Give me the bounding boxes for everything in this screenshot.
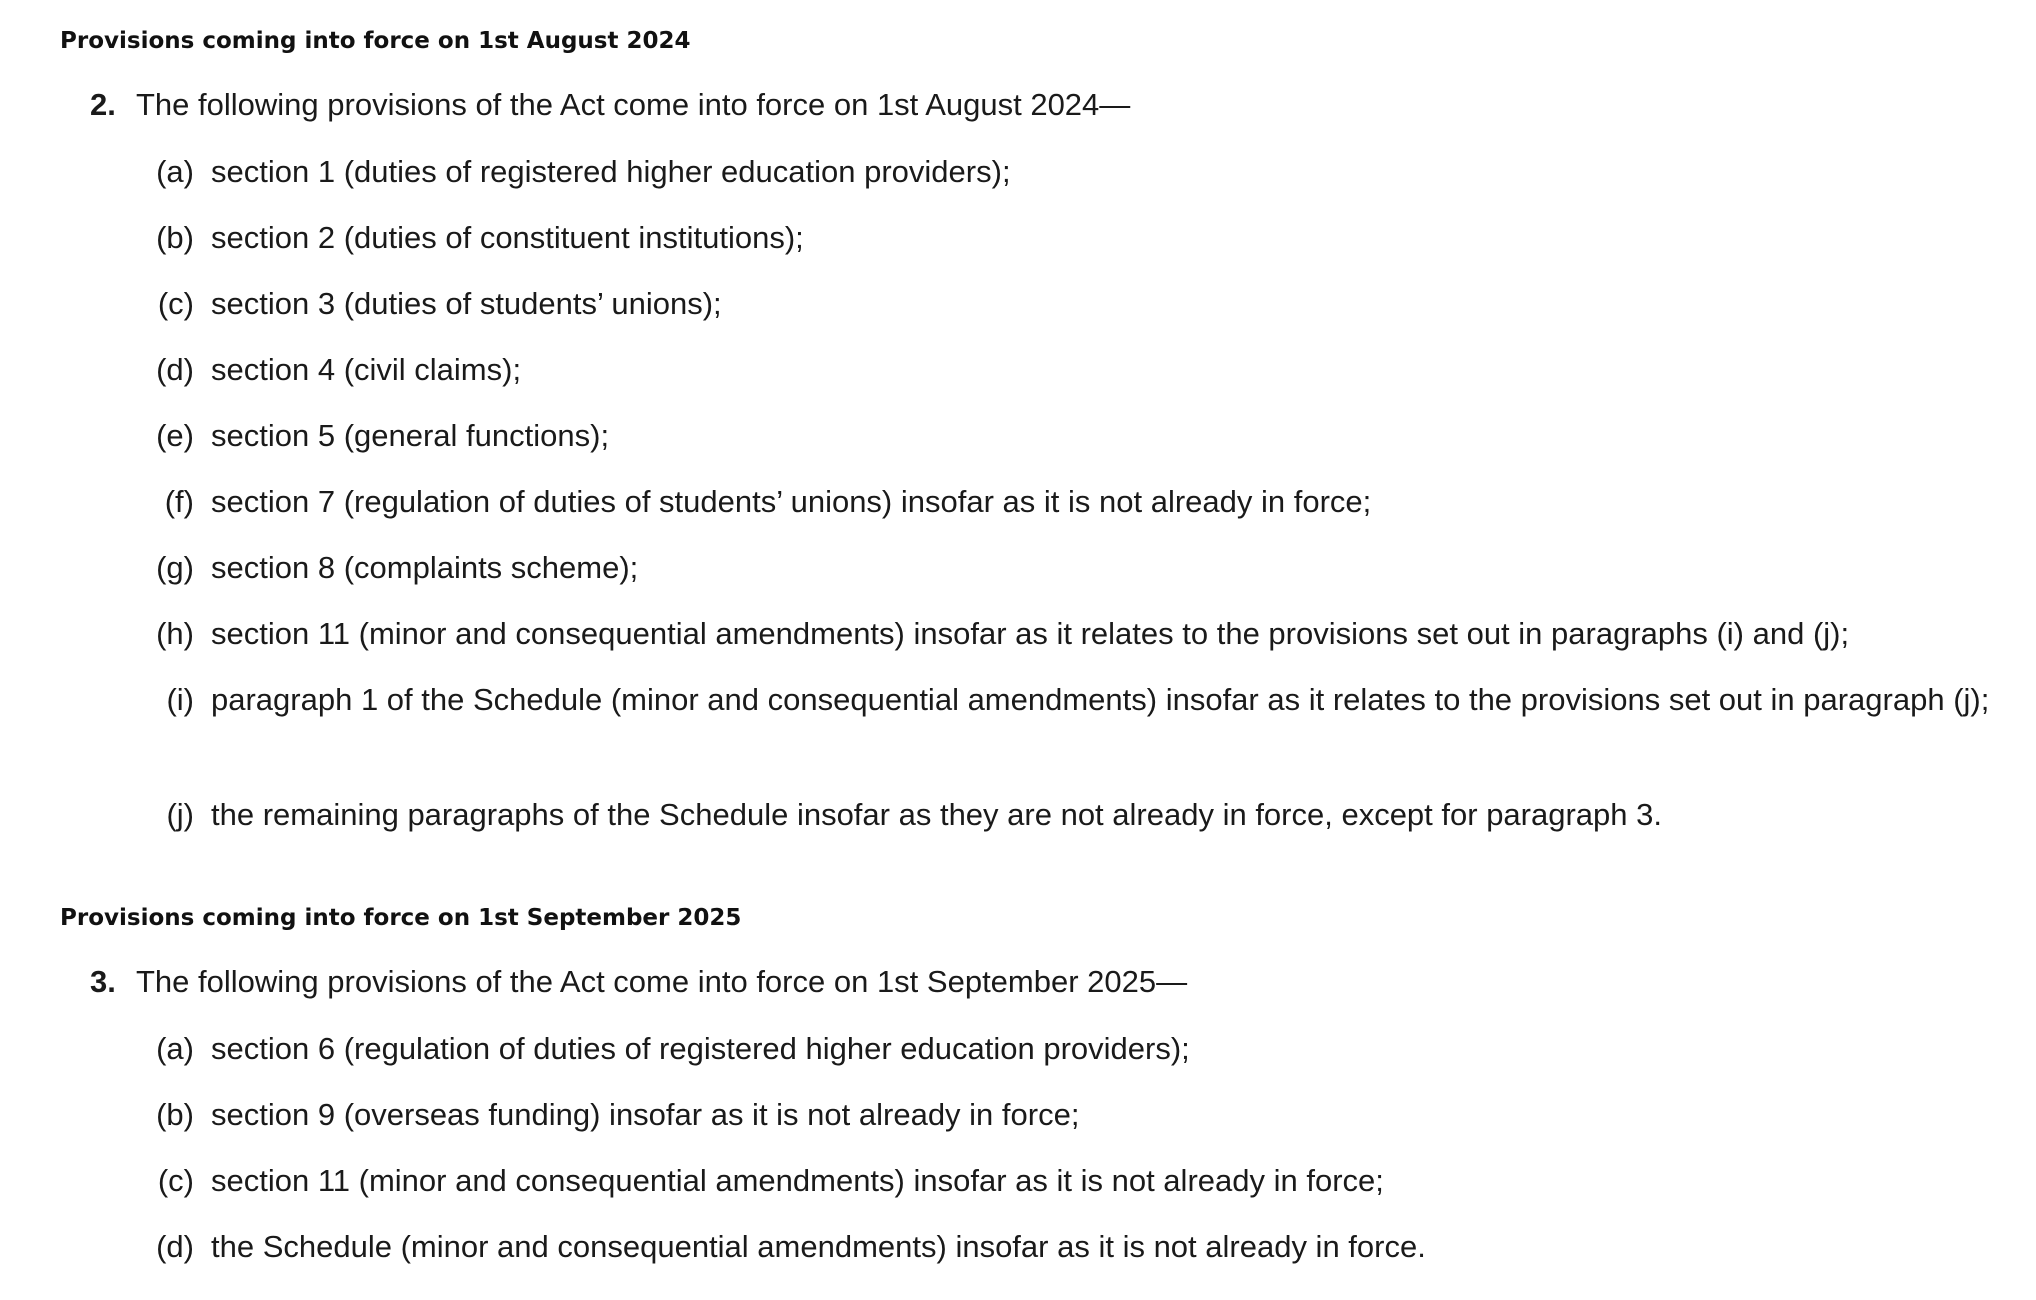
item-label: (j) (166, 797, 194, 832)
item-label: (a) (156, 154, 194, 189)
item-label: (b) (156, 1097, 194, 1132)
item-label: (e) (156, 418, 194, 453)
item-text: section 6 (regulation of duties of registered higher education providers); (211, 1031, 1190, 1066)
item-label: (c) (157, 286, 194, 321)
list-item (148, 790, 1990, 839)
item-text: section 11 (minor and consequential amendments) insofar as it relates to the provisions set out in paragraphs (i) and (j); (211, 616, 1850, 651)
item-text: section 9 (overseas funding) insofar as it is not already in force; (211, 1097, 1080, 1132)
item-label: (d) (156, 352, 194, 387)
item-text: section 7 (regulation of duties of students’ unions) insofar as it is not already in force; (211, 484, 1372, 519)
list-item (148, 477, 1990, 526)
list-item (148, 411, 1990, 460)
item-text: section 1 (duties of registered higher education providers); (211, 154, 1011, 189)
item-text: the Schedule (minor and consequential amendments) insofar as it is not already in force. (211, 1229, 1426, 1264)
paragraph-intro: The following provisions of the Act come into force on 1st September 2025— (136, 964, 1188, 999)
provision-paragraph (90, 963, 1187, 1000)
list-item (148, 1222, 1990, 1271)
item-label: (g) (156, 550, 194, 585)
list-item (148, 147, 1990, 196)
item-label: (a) (156, 1031, 194, 1066)
paragraph-number: 3. (90, 964, 116, 999)
item-text: the remaining paragraphs of the Schedule insofar as they are not already in force, except for paragraph 3. (211, 797, 1662, 832)
item-text: section 2 (duties of constituent institutions); (211, 220, 804, 255)
item-text: section 5 (general functions); (211, 418, 610, 453)
provision-paragraph (90, 86, 1130, 123)
item-label: (d) (156, 1229, 194, 1264)
list-item (148, 279, 1990, 328)
item-text: paragraph 1 of the Schedule (minor and consequential amendments) insofar as it relates to the provisions set out in paragraph (j); (211, 682, 1990, 717)
section-heading: Provisions coming into force on 1st August 2024 (60, 28, 691, 54)
list-item (148, 213, 1990, 262)
item-label: (f) (164, 484, 194, 519)
item-label: (b) (156, 220, 194, 255)
item-text: section 11 (minor and consequential amendments) insofar as it is not already in force; (211, 1163, 1384, 1198)
item-text: section 3 (duties of students’ unions); (211, 286, 722, 321)
list-item (148, 1156, 1990, 1205)
paragraph-number: 2. (90, 87, 116, 122)
item-text: section 8 (complaints scheme); (211, 550, 639, 585)
list-item (148, 675, 1990, 724)
list-item (148, 345, 1990, 394)
section-heading: Provisions coming into force on 1st September 2025 (60, 905, 742, 931)
list-item (148, 609, 1990, 658)
item-text: section 4 (civil claims); (211, 352, 522, 387)
list-item (148, 1024, 1990, 1073)
item-label: (i) (166, 682, 194, 717)
item-label: (c) (157, 1163, 194, 1198)
paragraph-intro: The following provisions of the Act come into force on 1st August 2024— (136, 87, 1131, 122)
list-item (148, 1090, 1990, 1139)
item-label: (h) (156, 616, 194, 651)
list-item (148, 543, 1990, 592)
